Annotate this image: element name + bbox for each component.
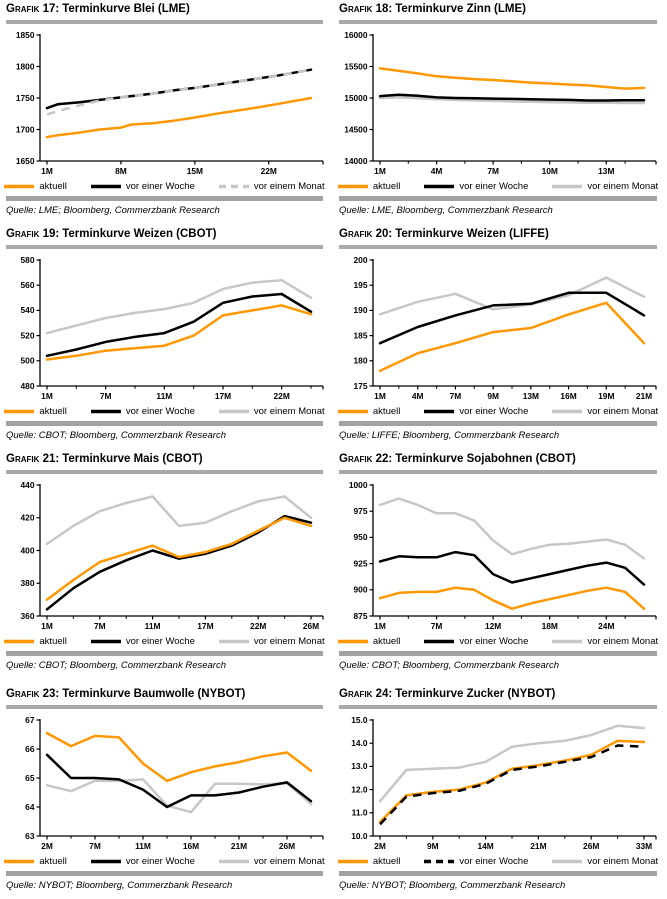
x-tick-label: 1M xyxy=(374,391,386,401)
chart-label: Grafik 24: xyxy=(339,688,393,700)
x-tick-label: 1M xyxy=(41,391,53,401)
x-tick-label: 19M xyxy=(598,391,615,401)
series-line-aktuell xyxy=(380,588,644,609)
series-line-vor-einer-woche xyxy=(47,294,311,356)
chart-label: Grafik 23: xyxy=(6,688,60,700)
y-tick-label: 64 xyxy=(25,801,35,812)
x-axis xyxy=(373,161,656,176)
y-tick-label: 500 xyxy=(20,355,35,366)
x-tick-label: 18M xyxy=(541,621,558,631)
x-tick-label: 17M xyxy=(214,391,232,401)
chart-legend xyxy=(6,180,323,193)
y-tick-label: 12.0 xyxy=(351,784,368,795)
source-note: Quelle: LIFFE; Bloomberg, Commerzbank Research xyxy=(339,429,560,441)
source-note: Quelle: CBOT; Bloomberg, Commerzbank Research xyxy=(6,659,226,671)
x-tick-label: 4M xyxy=(430,166,443,176)
legend-label: vor einem Monat xyxy=(253,406,325,417)
chart-panel xyxy=(0,0,333,225)
legend-label: vor einer Woche xyxy=(459,406,529,417)
x-tick-label: 21M xyxy=(230,841,248,851)
legend-swatch-line-icon xyxy=(338,859,368,864)
legend-swatch-line-icon xyxy=(91,639,121,644)
chart-label: Grafik 18: xyxy=(339,3,393,15)
y-tick-label: 1800 xyxy=(15,61,35,72)
series-line-vor-einem-monat xyxy=(47,70,311,115)
legend-label: vor einer Woche xyxy=(125,406,195,417)
legend-item xyxy=(4,856,66,867)
x-tick-label: 1M xyxy=(41,166,53,176)
title-divider xyxy=(339,470,657,474)
y-axis xyxy=(25,715,40,841)
y-axis xyxy=(349,480,373,621)
x-tick-label: 1M xyxy=(41,621,53,631)
series-line-vor-einem-monat xyxy=(380,499,644,559)
chart-heading: Terminkurve Weizen (LIFFE) xyxy=(395,228,549,240)
legend-swatch-line-icon xyxy=(4,639,34,644)
legend-item xyxy=(4,181,66,192)
series-line-aktuell xyxy=(380,68,644,88)
chart-heading: Terminkurve Baumwolle (NYBOT) xyxy=(62,688,246,700)
x-axis xyxy=(40,836,323,851)
legend-label: vor einem Monat xyxy=(253,636,325,647)
y-tick-label: 11.0 xyxy=(351,807,368,818)
chart-panel xyxy=(333,225,667,450)
legend-label: vor einem Monat xyxy=(253,181,325,192)
legend-item xyxy=(552,636,658,647)
x-tick-label: 7M xyxy=(430,621,443,631)
legend-swatch-line-icon xyxy=(338,639,368,644)
legend-divider xyxy=(339,871,657,876)
line-chart xyxy=(6,254,324,404)
y-axis xyxy=(344,30,373,166)
chart-panel xyxy=(0,685,333,899)
legend-swatch-line-icon xyxy=(219,409,249,414)
x-tick-label: 8M xyxy=(115,166,127,176)
x-tick-label: 26M xyxy=(302,621,320,631)
y-tick-label: 520 xyxy=(20,330,35,341)
legend-item xyxy=(338,636,400,647)
legend-swatch-line-icon xyxy=(552,409,582,414)
y-tick-label: 14.0 xyxy=(351,738,368,748)
y-tick-label: 400 xyxy=(20,545,35,556)
series-line-aktuell xyxy=(47,733,311,781)
source-note: Quelle: CBOT; Bloomberg, Commerzbank Research xyxy=(339,659,559,671)
x-tick-label: 33M xyxy=(635,841,653,851)
chart-title xyxy=(6,687,323,702)
y-tick-label: 580 xyxy=(20,254,35,265)
legend-swatch-line-icon xyxy=(4,859,34,864)
chart-panel xyxy=(0,225,333,450)
x-tick-label: 9M xyxy=(487,391,499,401)
chart-label: Grafik 19: xyxy=(6,228,60,240)
x-tick-label: 1M xyxy=(374,621,386,631)
y-tick-label: 16000 xyxy=(344,29,368,40)
x-tick-label: 26M xyxy=(583,841,600,851)
legend-label: vor einer Woche xyxy=(459,856,529,867)
x-tick-label: 1M xyxy=(374,166,386,176)
title-divider xyxy=(339,20,657,24)
legend-divider xyxy=(6,651,323,656)
legend-swatch-line-icon xyxy=(424,184,454,189)
legend-label: aktuell xyxy=(39,181,67,192)
legend-divider xyxy=(6,421,323,426)
y-tick-label: 875 xyxy=(353,610,368,621)
x-tick-label: 7M xyxy=(93,621,106,631)
y-tick-label: 900 xyxy=(353,584,368,595)
legend-swatch-line-icon xyxy=(4,409,34,414)
chart-title xyxy=(6,227,323,242)
legend-divider xyxy=(339,651,657,656)
title-divider xyxy=(6,245,323,249)
y-tick-label: 15500 xyxy=(344,61,368,72)
legend-item xyxy=(91,181,195,192)
legend-item xyxy=(219,406,325,417)
x-tick-label: 7M xyxy=(449,391,462,401)
y-tick-label: 200 xyxy=(353,254,368,265)
y-tick-label: 15.0 xyxy=(351,714,368,725)
legend-item xyxy=(338,406,400,417)
x-tick-label: 7M xyxy=(487,166,499,176)
series-line-vor-einer-woche xyxy=(380,552,644,585)
chart-label: Grafik 21: xyxy=(6,453,60,465)
chart-title xyxy=(339,227,657,242)
legend-swatch-line-icon xyxy=(219,859,249,864)
chart-legend xyxy=(6,635,323,648)
series-line-vor-einem-monat xyxy=(380,726,644,801)
y-tick-label: 185 xyxy=(353,330,368,341)
chart-heading: Terminkurve Weizen (CBOT) xyxy=(62,228,217,240)
line-chart xyxy=(6,479,324,634)
legend-item xyxy=(424,181,528,192)
source-note: Quelle: LME; Bloomberg, Commerzbank Research xyxy=(6,204,220,216)
legend-item xyxy=(219,636,325,647)
y-tick-label: 14500 xyxy=(344,124,368,135)
x-tick-label: 7M xyxy=(99,391,112,401)
legend-swatch-line-icon xyxy=(219,639,249,644)
y-tick-label: 420 xyxy=(20,512,35,523)
chart-legend xyxy=(339,635,657,648)
legend-swatch-line-icon xyxy=(424,859,454,864)
legend-label: vor einer Woche xyxy=(459,181,529,192)
y-axis xyxy=(351,715,373,841)
x-tick-label: 22M xyxy=(260,166,277,176)
line-chart xyxy=(6,29,324,179)
legend-swatch-line-icon xyxy=(338,409,368,414)
legend-label: aktuell xyxy=(39,856,67,867)
x-tick-label: 21M xyxy=(530,841,547,851)
chart-heading: Terminkurve Zinn (LME) xyxy=(395,3,526,15)
chart-title xyxy=(6,2,323,17)
y-tick-label: 360 xyxy=(20,610,35,621)
legend-label: aktuell xyxy=(372,181,401,192)
legend-item xyxy=(4,406,66,417)
legend-label: vor einer Woche xyxy=(125,181,195,192)
y-tick-label: 190 xyxy=(353,305,368,316)
legend-swatch-line-icon xyxy=(424,639,454,644)
x-tick-label: 11M xyxy=(144,621,161,631)
chart-heading: Terminkurve Mais (CBOT) xyxy=(62,453,203,465)
x-tick-label: 15M xyxy=(186,166,203,176)
chart-title xyxy=(339,687,657,702)
legend-swatch-line-icon xyxy=(91,184,121,189)
y-axis xyxy=(21,255,40,391)
legend-swatch-line-icon xyxy=(219,184,249,189)
y-axis xyxy=(21,480,40,621)
x-tick-label: 12M xyxy=(484,621,502,631)
legend-label: vor einem Monat xyxy=(587,181,659,192)
series-line-vor-einer-woche xyxy=(380,746,644,825)
chart-title xyxy=(339,2,657,17)
y-tick-label: 15000 xyxy=(344,92,368,103)
legend-label: vor einem Monat xyxy=(587,636,659,647)
y-axis xyxy=(354,255,373,391)
x-tick-label: 16M xyxy=(560,391,577,401)
series-line-vor-einem-monat xyxy=(380,278,644,315)
x-tick-label: 2M xyxy=(41,841,53,851)
y-tick-label: 180 xyxy=(353,355,368,366)
y-tick-label: 175 xyxy=(353,380,368,391)
x-tick-label: 22M xyxy=(250,621,267,631)
y-tick-label: 65 xyxy=(25,772,35,783)
x-tick-label: 13M xyxy=(522,391,540,401)
legend-item xyxy=(338,181,400,192)
y-axis xyxy=(16,30,40,166)
series-line-vor-einer-woche xyxy=(47,516,311,609)
x-tick-label: 21M xyxy=(635,391,653,401)
legend-label: vor einer Woche xyxy=(459,636,529,647)
chart-title xyxy=(6,452,323,467)
y-tick-label: 440 xyxy=(20,479,35,490)
legend-item xyxy=(91,636,195,647)
title-divider xyxy=(6,470,323,474)
y-tick-label: 925 xyxy=(353,558,368,569)
chart-panel xyxy=(0,450,333,685)
legend-divider xyxy=(339,421,657,426)
title-divider xyxy=(6,20,323,24)
x-axis xyxy=(373,616,656,631)
x-axis xyxy=(373,836,656,851)
x-axis xyxy=(40,386,323,401)
legend-swatch-line-icon xyxy=(4,184,34,189)
legend-swatch-line-icon xyxy=(552,639,582,644)
x-axis xyxy=(40,161,323,176)
y-tick-label: 1650 xyxy=(15,155,35,166)
series-line-aktuell xyxy=(47,98,311,137)
x-tick-label: 2M xyxy=(374,841,386,851)
x-tick-label: 14M xyxy=(477,841,494,851)
x-tick-label: 11M xyxy=(156,391,173,401)
legend-swatch-line-icon xyxy=(552,184,582,189)
legend-swatch-line-icon xyxy=(91,859,121,864)
legend-item xyxy=(4,636,66,647)
legend-divider xyxy=(339,196,657,201)
series-line-vor-einer-woche xyxy=(47,755,311,807)
legend-swatch-line-icon xyxy=(338,184,368,189)
y-tick-label: 1850 xyxy=(15,29,35,40)
legend-item xyxy=(91,406,195,417)
chart-legend xyxy=(339,405,657,418)
legend-item xyxy=(552,181,658,192)
x-tick-label: 10M xyxy=(541,166,558,176)
x-axis xyxy=(40,616,323,631)
legend-item xyxy=(424,636,528,647)
legend-label: aktuell xyxy=(372,636,401,647)
series-line-aktuell xyxy=(380,303,644,371)
legend-item xyxy=(219,181,325,192)
title-divider xyxy=(339,245,657,249)
source-note: Quelle: NYBOT; Bloomberg, Commerzbank Research xyxy=(339,879,566,891)
chart-panel xyxy=(333,685,667,899)
x-tick-label: 17M xyxy=(197,621,214,631)
legend-label: vor einem Monat xyxy=(587,406,659,417)
legend-item xyxy=(91,856,195,867)
y-tick-label: 380 xyxy=(20,578,35,589)
y-tick-label: 13.0 xyxy=(351,761,368,772)
y-tick-label: 540 xyxy=(20,305,35,316)
series-line-vor-einem-monat xyxy=(47,497,311,544)
x-tick-label: 4M xyxy=(411,391,424,401)
series-line-aktuell xyxy=(47,305,311,359)
legend-item xyxy=(552,856,658,867)
chart-title xyxy=(339,452,657,467)
line-chart xyxy=(339,714,657,854)
legend-item xyxy=(424,406,528,417)
line-chart xyxy=(339,29,657,179)
x-axis xyxy=(373,386,656,401)
legend-label: vor einer Woche xyxy=(125,856,195,867)
y-tick-label: 1000 xyxy=(348,479,368,490)
chart-legend xyxy=(339,180,657,193)
source-note: Quelle: NYBOT; Bloomberg, Commerzbank Research xyxy=(6,879,233,891)
legend-label: aktuell xyxy=(39,636,67,647)
chart-heading: Terminkurve Zucker (NYBOT) xyxy=(395,688,556,700)
legend-divider xyxy=(6,871,323,876)
legend-swatch-line-icon xyxy=(424,409,454,414)
legend-item xyxy=(424,856,528,867)
chart-heading: Terminkurve Blei (LME) xyxy=(62,3,190,15)
line-chart xyxy=(339,254,657,404)
y-tick-label: 10.0 xyxy=(351,830,368,841)
legend-label: aktuell xyxy=(372,856,401,867)
y-tick-label: 66 xyxy=(25,743,35,754)
series-line-aktuell xyxy=(380,741,644,822)
chart-label: Grafik 20: xyxy=(339,228,393,240)
x-tick-label: 22M xyxy=(273,391,290,401)
chart-panel xyxy=(333,0,667,225)
chart-label: Grafik 22: xyxy=(339,453,393,465)
legend-swatch-line-icon xyxy=(552,859,582,864)
y-tick-label: 63 xyxy=(25,830,35,841)
chart-legend xyxy=(6,405,323,418)
legend-item xyxy=(338,856,400,867)
x-tick-label: 13M xyxy=(598,166,615,176)
legend-swatch-line-icon xyxy=(91,409,121,414)
legend-label: vor einem Monat xyxy=(253,856,325,867)
legend-label: vor einem Monat xyxy=(587,856,659,867)
chart-legend xyxy=(339,855,657,868)
y-tick-label: 1750 xyxy=(15,92,35,103)
y-tick-label: 1700 xyxy=(15,124,35,135)
legend-item xyxy=(219,856,325,867)
x-tick-label: 7M xyxy=(89,841,101,851)
source-note: Quelle: LME, Bloomberg, Commerzbank Research xyxy=(339,204,553,216)
title-divider xyxy=(339,705,657,709)
legend-divider xyxy=(6,196,323,201)
chart-panel xyxy=(333,450,667,685)
y-tick-label: 560 xyxy=(20,280,35,290)
y-tick-label: 14000 xyxy=(344,155,368,166)
y-tick-label: 67 xyxy=(25,714,35,725)
x-tick-label: 11M xyxy=(135,841,151,851)
legend-label: vor einer Woche xyxy=(125,636,195,647)
x-tick-label: 16M xyxy=(182,841,200,851)
x-tick-label: 26M xyxy=(278,841,296,851)
line-chart xyxy=(339,479,657,634)
legend-label: aktuell xyxy=(39,406,67,417)
source-note: Quelle: CBOT; Bloomberg, Commerzbank Research xyxy=(6,429,226,441)
chart-legend xyxy=(6,855,323,868)
y-tick-label: 975 xyxy=(353,506,368,516)
line-chart xyxy=(6,714,324,854)
chart-heading: Terminkurve Sojabohnen (CBOT) xyxy=(395,453,576,465)
legend-label: aktuell xyxy=(372,406,401,417)
y-tick-label: 950 xyxy=(353,532,368,543)
y-tick-label: 480 xyxy=(20,380,35,391)
x-tick-label: 9M xyxy=(426,841,439,851)
chart-label: Grafik 17: xyxy=(6,3,60,15)
y-tick-label: 195 xyxy=(353,280,368,290)
x-tick-label: 24M xyxy=(598,621,615,631)
title-divider xyxy=(6,705,323,709)
legend-item xyxy=(552,406,658,417)
